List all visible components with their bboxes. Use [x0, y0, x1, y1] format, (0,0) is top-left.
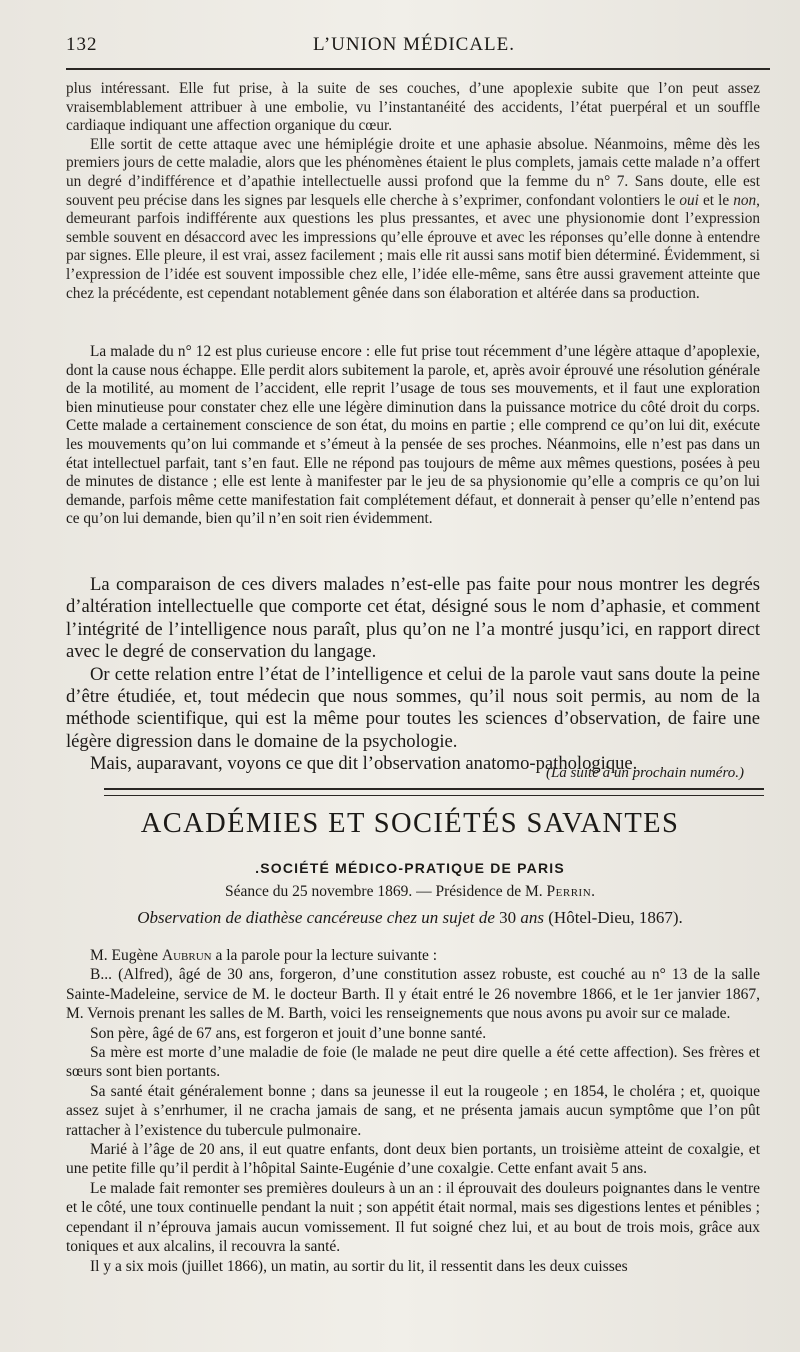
running-title: L’UNION MÉDICALE.	[312, 34, 516, 55]
conclusion-block	[66, 574, 760, 776]
aphasia-discussion-block	[66, 80, 760, 303]
paragraph-text: Le malade fait remonter ses premières douleurs à un an : il éprouvait des douleurs poignantes dans le ventre et le côté, une toux continuelle pendant la nuit ; son appétit était normal, mais ses digestions lentes et pénibles ; cependant il n’éprouva jamais aucun vomissement. Il fut soigné chez lui, et au bout de trois mois, grâce aux toniques et aux alcalins, il recouvra la santé.	[66, 1179, 760, 1256]
paragraph-text: La malade du n° 12 est plus curieuse encore : elle fut prise tout récemment d’une légère attaque d’apoplexie, dont la cause nous échappe. Elle perdit alors subitement la parole, et, après avoir éprouvé une résolution générale de la motilité, au moment de l’accident, elle reprit l’usage de tous ses mouvements, et il faut une exploration bien minutieuse pour constater chez elle une légère diminution dans la puissance motrice du côté droit du corps. Cette malade a certainement conscience de son état, du moins en partie ; elle comprend ce qu’on lui dit, exécute les mouvements qu’on lui commande et s’émeut à la pensée de ses proches. Néanmoins, elle n’est pas dans un état intellectuel parfait, tant s’en faut. Elle ne répond pas toujours de même aux mêmes questions, posées à peu de minutes de distance ; elle est lente à manifester par le jeu de sa physionomie qu’elle a compris ce qu’on lui demande, parfois même cette manifestation fait complétement défaut, et donnerait à penser qu’elle n’entend pas ce qu’on lui demande, bien qu’il n’en soit rien évidemment.	[66, 343, 760, 528]
paragraph	[66, 1043, 760, 1082]
paragraph-text: Sa santé était généralement bonne ; dans sa jeunesse il eut la rougeole ; en 1854, le choléra ; et, quoique assez sujet à s’enrhumer, il ne cracha jamais de sang, et ne présenta jamais aucun symptôme que l’on pût rattacher à l’existence du tubercule pulmonaire.	[66, 1082, 760, 1139]
paragraph-text: Marié à l’âge de 20 ans, il eut quatre enfants, dont deux bien portants, un troisième atteint de coxalgie, et une petite fille qu’il perdit à l’hôpital Sainte-Eugénie d’une coxalgie. Cette enfant avait 5 ans.	[66, 1141, 760, 1178]
italic-word: non	[733, 191, 757, 209]
paragraph	[66, 946, 760, 965]
paragraph	[66, 1257, 760, 1276]
section-divider	[104, 788, 764, 796]
paragraph-text: Mais, auparavant, voyons ce que dit l’observation anatomo-pathologique.	[90, 753, 638, 775]
paragraph-text: a la parole pour la lecture suivante :	[211, 947, 438, 964]
paragraph	[66, 343, 760, 529]
header-rule	[66, 68, 770, 70]
continuation-note: (La suite à un prochain numéro.)	[545, 765, 744, 781]
patient-12-block	[66, 343, 760, 529]
paragraph	[66, 136, 760, 303]
paragraph-text: Son père, âgé de 67 ans, est forgeron et jouit d’une bonne santé.	[90, 1024, 487, 1042]
observation-title	[60, 908, 760, 928]
paragraph-text: Or cette relation entre l’état de l’intelligence et celui de la parole vaut sans doute la peine d’être étudiée, et, tout médecin que nous sommes, qu’il nous soit permis, au nom de la méthode scientifique, qui est la même pour toutes les sciences d’observation, de faire une légère digression dans le domaine de la psychologie.	[66, 663, 760, 752]
paragraph-text: La comparaison de ces divers malades n’est-elle pas faite pour nous montrer les degrés d’altération intellectuelle que comporte cet état, désigné sous le nom d’aphasie, et comment l’intégrité de l’intelligence nous paraît, plus qu’on ne l’a montré jusqu’ici, en rapport direct avec le degré de conservation du langage.	[66, 574, 760, 663]
observation-title-italic: ans	[520, 908, 544, 927]
page-header	[66, 30, 762, 60]
paragraph	[66, 1082, 760, 1140]
session-line	[60, 883, 760, 901]
paragraph-text: et le	[698, 191, 734, 209]
session-text: Séance du 25 novembre 1869. — Présidence de M.	[224, 883, 547, 900]
paragraph-text: B... (Alfred), âgé de 30 ans, forgeron, d’une constitution assez robuste, est couché au n° 13 de la salle Sainte-Madeleine, service de M. le docteur Barth. Il y était entré le 26 novembre 1866, et le 1er janvier 1867, M. Vernois prenant les salles de M. Barth, voici les renseignements que nous avons pu avoir sur ce malade.	[66, 966, 760, 1023]
observation-title-place: (Hôtel-Dieu, 1867).	[544, 908, 683, 927]
paragraph-text: M. Eugène	[90, 947, 162, 964]
paragraph	[66, 574, 760, 664]
italic-word: oui	[679, 191, 699, 209]
session-end: .	[591, 883, 596, 900]
observation-title-italic: Observation de diathèse cancéreuse chez un sujet de	[137, 908, 495, 927]
paragraph	[66, 80, 760, 136]
paragraph-text: Il y a six mois (juillet 1866), un matin, au sortir du lit, il ressentit dans les deux cuisses	[90, 1257, 628, 1275]
section-heading: ACADÉMIES ET SOCIÉTÉS SAVANTES	[140, 808, 680, 839]
speaker-name: Aubrun	[161, 947, 212, 964]
paragraph-text: , demeurant parfois indifférente aux questions les plus pressantes, et avec une physionomie dont l’expression semble souvent en désaccord avec les impressions qu’elle éprouve et avec les réponses qu’elle donne à entendre par signes. Elle pleure, il est vrai, assez facilement ; mais elle rit aussi sans motif bien déterminé. Évidemment, si l’expression de l’idée est souvent impossible chez elle, l’idée elle-même, sans être aussi gravement atteinte que chez la précédente, est cependant notablement gênée dans son élaboration et altérée dans sa production.	[66, 191, 760, 302]
observation-title-number: 30	[494, 908, 521, 927]
paragraph	[66, 1024, 760, 1043]
observation-body	[66, 946, 760, 1276]
paragraph	[66, 664, 760, 754]
paragraph-text: Elle sortit de cette attaque avec une hémiplégie droite et une aphasie absolue. Néanmoins, même dès les premiers jours de cette maladie, alors que les phénomènes étaient le plus complets, jamais cette malade n’a offert un degré d’indifférence et d’apathie intellectuelle aussi profond que la femme du n° 7. Sans doute, elle est souvent peu précise dans les signes par lesquels elle cherche à s’exprimer, confondant volontiers le	[66, 135, 760, 209]
paragraph-text: Sa mère est morte d’une maladie de foie (le malade ne peut dire quelle a été cette affection). Ses frères et sœurs sont bien portants.	[66, 1044, 760, 1081]
paragraph-text: plus intéressant. Elle fut prise, à la suite de ses couches, d’une apoplexie subite que l’on peut assez vraisemblablement attribuer à une embolie, vu l’instantanéité des accidents, l’état puerpéral et un souffle cardiaque indiquant une affection organique du cœur.	[66, 80, 760, 135]
paragraph	[66, 1179, 760, 1257]
page-number: 132	[66, 34, 98, 55]
president-name: Perrin	[546, 883, 592, 900]
paragraph	[66, 965, 760, 1023]
society-name: .SOCIÉTÉ MÉDICO-PRATIQUE DE PARIS	[255, 860, 565, 876]
paragraph	[66, 1140, 760, 1179]
